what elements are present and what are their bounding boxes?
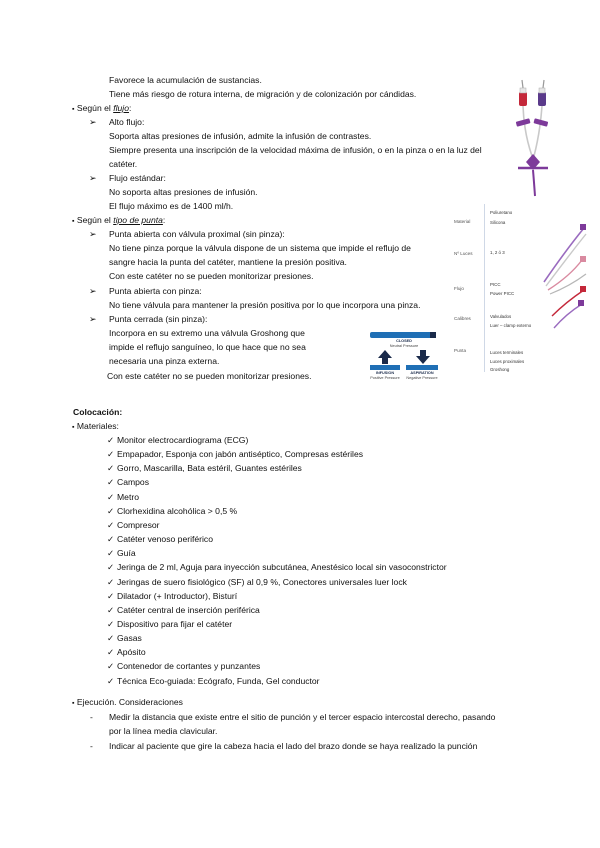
material-item bbox=[107, 562, 447, 573]
material-item-label: Gasas bbox=[117, 633, 142, 644]
arrow-bullet-icon: ➢ bbox=[89, 117, 97, 127]
punta-abierta-con-title: Punta abierta con pinza: bbox=[109, 286, 202, 296]
colocacion-heading: Colocación: bbox=[73, 407, 123, 417]
material-item-label: Jeringas de suero fisiológico (SF) al 0,9 %, Conectores universales luer lock bbox=[117, 576, 407, 587]
material-item-label: Guía bbox=[117, 548, 136, 559]
ejecucion-bullet bbox=[72, 697, 183, 709]
aspiration-label: ASPIRATION bbox=[410, 371, 434, 375]
table-divider bbox=[484, 204, 485, 372]
body-line: Incorpora en su extremo una válvula Groshong que bbox=[109, 328, 305, 338]
infusion-label: INFUSION bbox=[375, 371, 395, 375]
checkmark-icon: ✓ bbox=[107, 604, 115, 615]
body-line: No tiene válvula para mantener la presión positiva por lo que incorpora una pinza. bbox=[109, 300, 421, 310]
catheter-clamps-figure bbox=[512, 78, 578, 198]
checkmark-icon: ✓ bbox=[107, 548, 115, 559]
material-item-label: Compresor bbox=[117, 519, 160, 530]
table-row-label: Nº Luces bbox=[454, 251, 473, 256]
table-row-value: Valvulados bbox=[490, 314, 512, 319]
arrow-bullet-icon: ➢ bbox=[89, 173, 97, 183]
body-line: Con este catéter no se pueden monitorizar presiones. bbox=[107, 371, 312, 381]
material-item-label: Dispositivo para fijar el catéter bbox=[117, 618, 233, 629]
body-line: Indicar al paciente que gire la cabeza hacia el lado del brazo donde se haya realizado la punción bbox=[109, 741, 478, 751]
closed-label: CLOSED bbox=[396, 339, 412, 343]
flujo-std-item bbox=[89, 173, 97, 184]
table-row-value: PICC bbox=[490, 282, 501, 287]
alto-flujo-item bbox=[89, 117, 97, 128]
checkmark-icon: ✓ bbox=[107, 590, 115, 601]
square-bullet-icon: ▪ bbox=[72, 424, 75, 431]
arrow-wrap bbox=[89, 314, 97, 325]
material-item-label: Catéter venoso periférico bbox=[117, 534, 214, 545]
body-line: Soporta altas presiones de infusión, admite la infusión de contrastes. bbox=[109, 131, 372, 141]
materiales-bullet bbox=[72, 421, 119, 433]
table-row-value: Groshong bbox=[490, 367, 510, 372]
ejecucion-title: Ejecución. Consideraciones bbox=[76, 697, 183, 707]
material-item-label: Apósito bbox=[117, 647, 146, 658]
body-line: necesaria una pinza externa. bbox=[109, 356, 220, 366]
checkmark-icon: ✓ bbox=[107, 477, 115, 488]
material-item bbox=[107, 534, 213, 545]
checkmark-icon: ✓ bbox=[107, 618, 115, 629]
checkmark-icon: ✓ bbox=[107, 435, 115, 445]
checkmark-icon: ✓ bbox=[107, 534, 115, 545]
checkmark-icon: ✓ bbox=[107, 449, 115, 460]
closed-sub: Neutral Pressure bbox=[389, 344, 419, 348]
material-item-label: Empapador, Esponja con jabón antiséptico, Compresas estériles bbox=[117, 449, 364, 460]
table-row-label: Punta bbox=[454, 348, 467, 353]
material-item-label: Jeringa de 2 ml, Aguja para inyección subcutánea, Anestésico local sin vasoconstrictor bbox=[117, 562, 447, 573]
table-row-value: 1, 2 ó 3 bbox=[490, 250, 505, 255]
alto-flujo-title: Alto flujo: bbox=[109, 117, 145, 127]
material-item bbox=[107, 520, 160, 531]
checkmark-icon: ✓ bbox=[107, 505, 115, 516]
arrow-wrap bbox=[89, 286, 97, 297]
square-bullet-icon: ▪ bbox=[72, 218, 75, 225]
punta-term: tipo de punta bbox=[113, 215, 163, 225]
material-item bbox=[107, 619, 232, 630]
material-item-label: Monitor electrocardiograma (ECG) bbox=[117, 435, 249, 445]
table-row-value: Luer – clamp externo bbox=[490, 323, 532, 328]
body-line: No soporta altas presiones de infusión. bbox=[109, 187, 258, 197]
material-item bbox=[107, 661, 260, 672]
punta-cerrada-title: Punta cerrada (sin pinza): bbox=[109, 314, 208, 324]
checkmark-icon: ✓ bbox=[107, 675, 115, 686]
body-line: Medir la distancia que existe entre el sitio de punción y el tercer espacio intercostal derecho, pasando bbox=[109, 712, 496, 722]
body-line: No tiene pinza porque la válvula dispone de un sistema que impide el reflujo de bbox=[109, 243, 411, 253]
checkmark-icon: ✓ bbox=[107, 661, 115, 672]
square-bullet-icon: ▪ bbox=[72, 106, 75, 113]
dash-bullet: - bbox=[90, 741, 93, 751]
table-row-value: Poliuretano bbox=[490, 210, 513, 215]
arrow-bullet-icon: ➢ bbox=[89, 286, 97, 296]
table-row-label: Material bbox=[454, 219, 471, 224]
body-line: catéter. bbox=[109, 159, 138, 169]
body-line: sangre hacia la punta del catéter, mantiene la presión positiva. bbox=[109, 257, 347, 267]
material-item bbox=[107, 647, 146, 658]
material-item bbox=[107, 492, 139, 503]
infusion-sub: Positive Pressure bbox=[370, 376, 400, 380]
intro-line: Tiene más riesgo de rotura interna, de migración y de colonización por cándidas. bbox=[109, 89, 417, 99]
body-line: impide el reflujo sanguíneo, lo que hace que no sea bbox=[109, 342, 306, 352]
body-line: Con este catéter no se pueden monitorizar presiones. bbox=[109, 271, 314, 281]
square-bullet-icon: ▪ bbox=[72, 700, 75, 707]
body-line: El flujo máximo es de 1400 ml/h. bbox=[109, 201, 234, 211]
material-item bbox=[107, 435, 248, 446]
checkmark-icon: ✓ bbox=[107, 576, 115, 587]
arrow-bullet-icon: ➢ bbox=[89, 229, 97, 239]
material-item-label: Dilatador (+ Introductor), Bisturí bbox=[117, 590, 238, 601]
material-item-label: Contenedor de cortantes y punzantes bbox=[117, 661, 261, 672]
material-item-label: Campos bbox=[117, 477, 149, 488]
flujo-std-title: Flujo estándar: bbox=[109, 173, 166, 183]
material-item bbox=[107, 633, 142, 644]
table-row-value: Power PICC bbox=[490, 291, 515, 296]
table-row-value: Luces terminales bbox=[490, 350, 524, 355]
material-item bbox=[107, 676, 320, 687]
material-item bbox=[107, 591, 237, 602]
material-item bbox=[107, 506, 237, 517]
material-item bbox=[107, 577, 407, 588]
material-item bbox=[107, 548, 136, 559]
arrow-bullet-icon: ➢ bbox=[89, 314, 97, 324]
material-item-label: Metro bbox=[117, 491, 139, 502]
material-item-label: Clorhexidina alcohólica > 0,5 % bbox=[117, 505, 238, 516]
dash-bullet: - bbox=[90, 712, 93, 722]
body-line: por la línea media clavicular. bbox=[109, 726, 218, 736]
material-item bbox=[107, 605, 260, 616]
checkmark-icon: ✓ bbox=[107, 633, 115, 644]
material-item-label: Técnica Eco-guiada: Ecógrafo, Funda, Gel conductor bbox=[117, 675, 320, 686]
table-row-value: Luces proximales bbox=[490, 359, 525, 364]
material-item-label: Catéter central de inserción periférica bbox=[117, 604, 260, 615]
arrow-wrap bbox=[89, 229, 97, 240]
groshong-valve-figure bbox=[368, 328, 440, 384]
table-row-value: Silicona bbox=[490, 220, 506, 225]
aspiration-sub: Negative Pressure bbox=[406, 376, 438, 380]
punta-bullet: ▪ Según el tipo de punta: bbox=[72, 215, 166, 225]
checkmark-icon: ✓ bbox=[107, 491, 115, 502]
materiales-title: Materiales: bbox=[76, 421, 119, 431]
flujo-term: flujo bbox=[113, 103, 129, 113]
table-row-label: Flujo bbox=[454, 286, 464, 291]
material-item-label: Gorro, Mascarilla, Bata estéril, Guantes estériles bbox=[117, 463, 302, 474]
intro-line: Favorece la acumulación de sustancias. bbox=[109, 75, 262, 85]
material-item bbox=[107, 477, 149, 488]
flujo-bullet: ▪ Según el flujo: bbox=[72, 103, 132, 113]
material-item bbox=[107, 463, 302, 474]
catheter-bundle-image bbox=[536, 220, 588, 340]
material-item bbox=[107, 449, 363, 460]
checkmark-icon: ✓ bbox=[107, 562, 115, 573]
body-line: Siempre presenta una inscripción de la velocidad máxima de infusión, o en la pinza o en la luz del bbox=[109, 145, 482, 155]
checkmark-icon: ✓ bbox=[107, 463, 115, 474]
checkmark-icon: ✓ bbox=[107, 647, 115, 658]
punta-abierta-sin-title: Punta abierta con válvula proximal (sin pinza): bbox=[109, 229, 285, 239]
checkmark-icon: ✓ bbox=[107, 519, 115, 530]
table-row-label: Calibres bbox=[454, 316, 471, 321]
catheter-types-table bbox=[448, 200, 588, 375]
